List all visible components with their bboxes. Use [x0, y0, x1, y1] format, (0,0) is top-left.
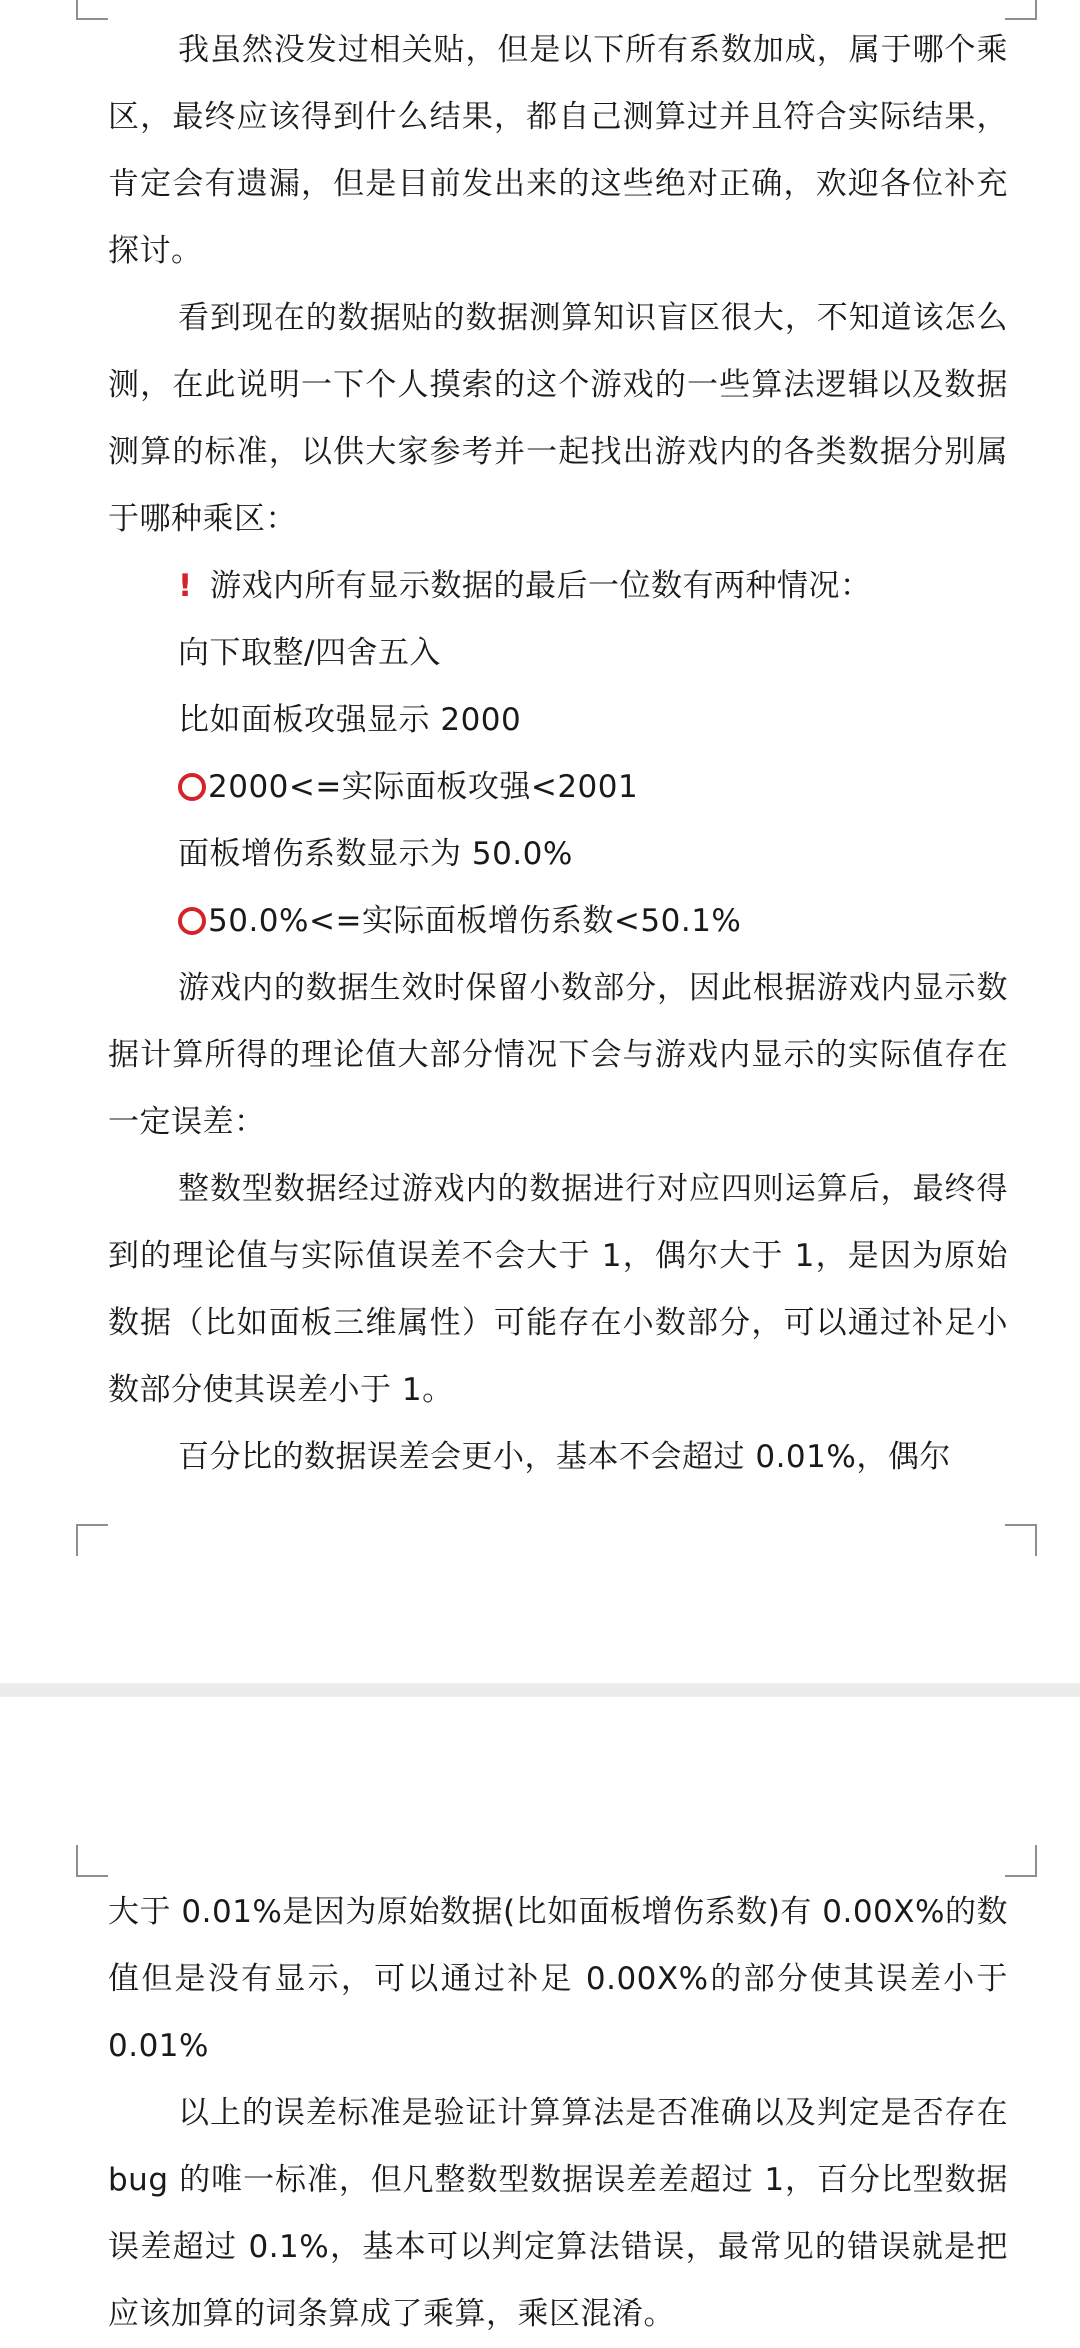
- exclamation-icon: !: [178, 568, 193, 604]
- document-page-2: [0, 1697, 1080, 2333]
- crop-mark-top-right: [1005, 0, 1037, 20]
- crop-mark-top-right: [1005, 1845, 1037, 1877]
- note-line: 向下取整/四舍五入: [178, 635, 441, 671]
- paragraph: 大于 0.01%是因为原始数据(比如面板增伤系数)有 0.00X%的数值但是没有显示，可以通过补足 0.00X%的部分使其误差小于 0.01%: [108, 1894, 1008, 2064]
- paragraph: 百分比的数据误差会更小，基本不会超过 0.01%，偶尔: [178, 1439, 951, 1475]
- paragraph: 以上的误差标准是验证计算算法是否准确以及判定是否存在 bug 的唯一标准，但凡整数型数据误差差超过 1，百分比型数据误差超过 0.1%，基本可以判定算法错误，最常见的错误就是把应该加算的词条算成了乘算，乘区混淆。: [108, 2095, 1008, 2332]
- crop-mark-bottom-left: [76, 1524, 108, 1556]
- note-line-text: 50.0%<=实际面板增伤系数<50.1%: [208, 903, 742, 939]
- crop-mark-bottom-right: [1005, 1524, 1037, 1556]
- paragraph: 整数型数据经过游戏内的数据进行对应四则运算后，最终得到的理论值与实际值误差不会大于 1，偶尔大于 1，是因为原始数据（比如面板三维属性）可能存在小数部分，可以通过补足小数部分使其误差小于 1。: [108, 1171, 1008, 1408]
- paragraph: 我虽然没发过相关贴，但是以下所有系数加成，属于哪个乘区，最终应该得到什么结果，都自己测算过并且符合实际结果，肯定会有遗漏，但是目前发出来的这些绝对正确，欢迎各位补充探讨。: [108, 32, 1008, 269]
- note-heading: [108, 553, 1008, 620]
- page-1-body: [108, 17, 1008, 1491]
- page-2-body: [108, 1879, 1008, 2348]
- red-circle-icon: [178, 773, 206, 801]
- page-separator: [0, 1683, 1080, 1697]
- red-circle-icon: [178, 907, 206, 935]
- note-line-text: 2000<=实际面板攻强<2001: [208, 769, 639, 805]
- note-line: [108, 754, 1008, 821]
- note-heading-text: 游戏内所有显示数据的最后一位数有两种情况：: [210, 568, 872, 604]
- note-line: [108, 888, 1008, 955]
- paragraph: 看到现在的数据贴的数据测算知识盲区很大，不知道该怎么测，在此说明一下个人摸索的这个游戏的一些算法逻辑以及数据测算的标准，以供大家参考并一起找出游戏内的各类数据分别属于哪种乘区：: [108, 300, 1008, 537]
- note-line: 面板增伤系数显示为 50.0%: [178, 836, 573, 872]
- note-line: 比如面板攻强显示 2000: [178, 702, 522, 738]
- paragraph: 游戏内的数据生效时保留小数部分，因此根据游戏内显示数据计算所得的理论值大部分情况下会与游戏内显示的实际值存在一定误差：: [108, 970, 1008, 1140]
- crop-mark-top-left: [76, 0, 108, 20]
- crop-mark-top-left: [76, 1845, 108, 1877]
